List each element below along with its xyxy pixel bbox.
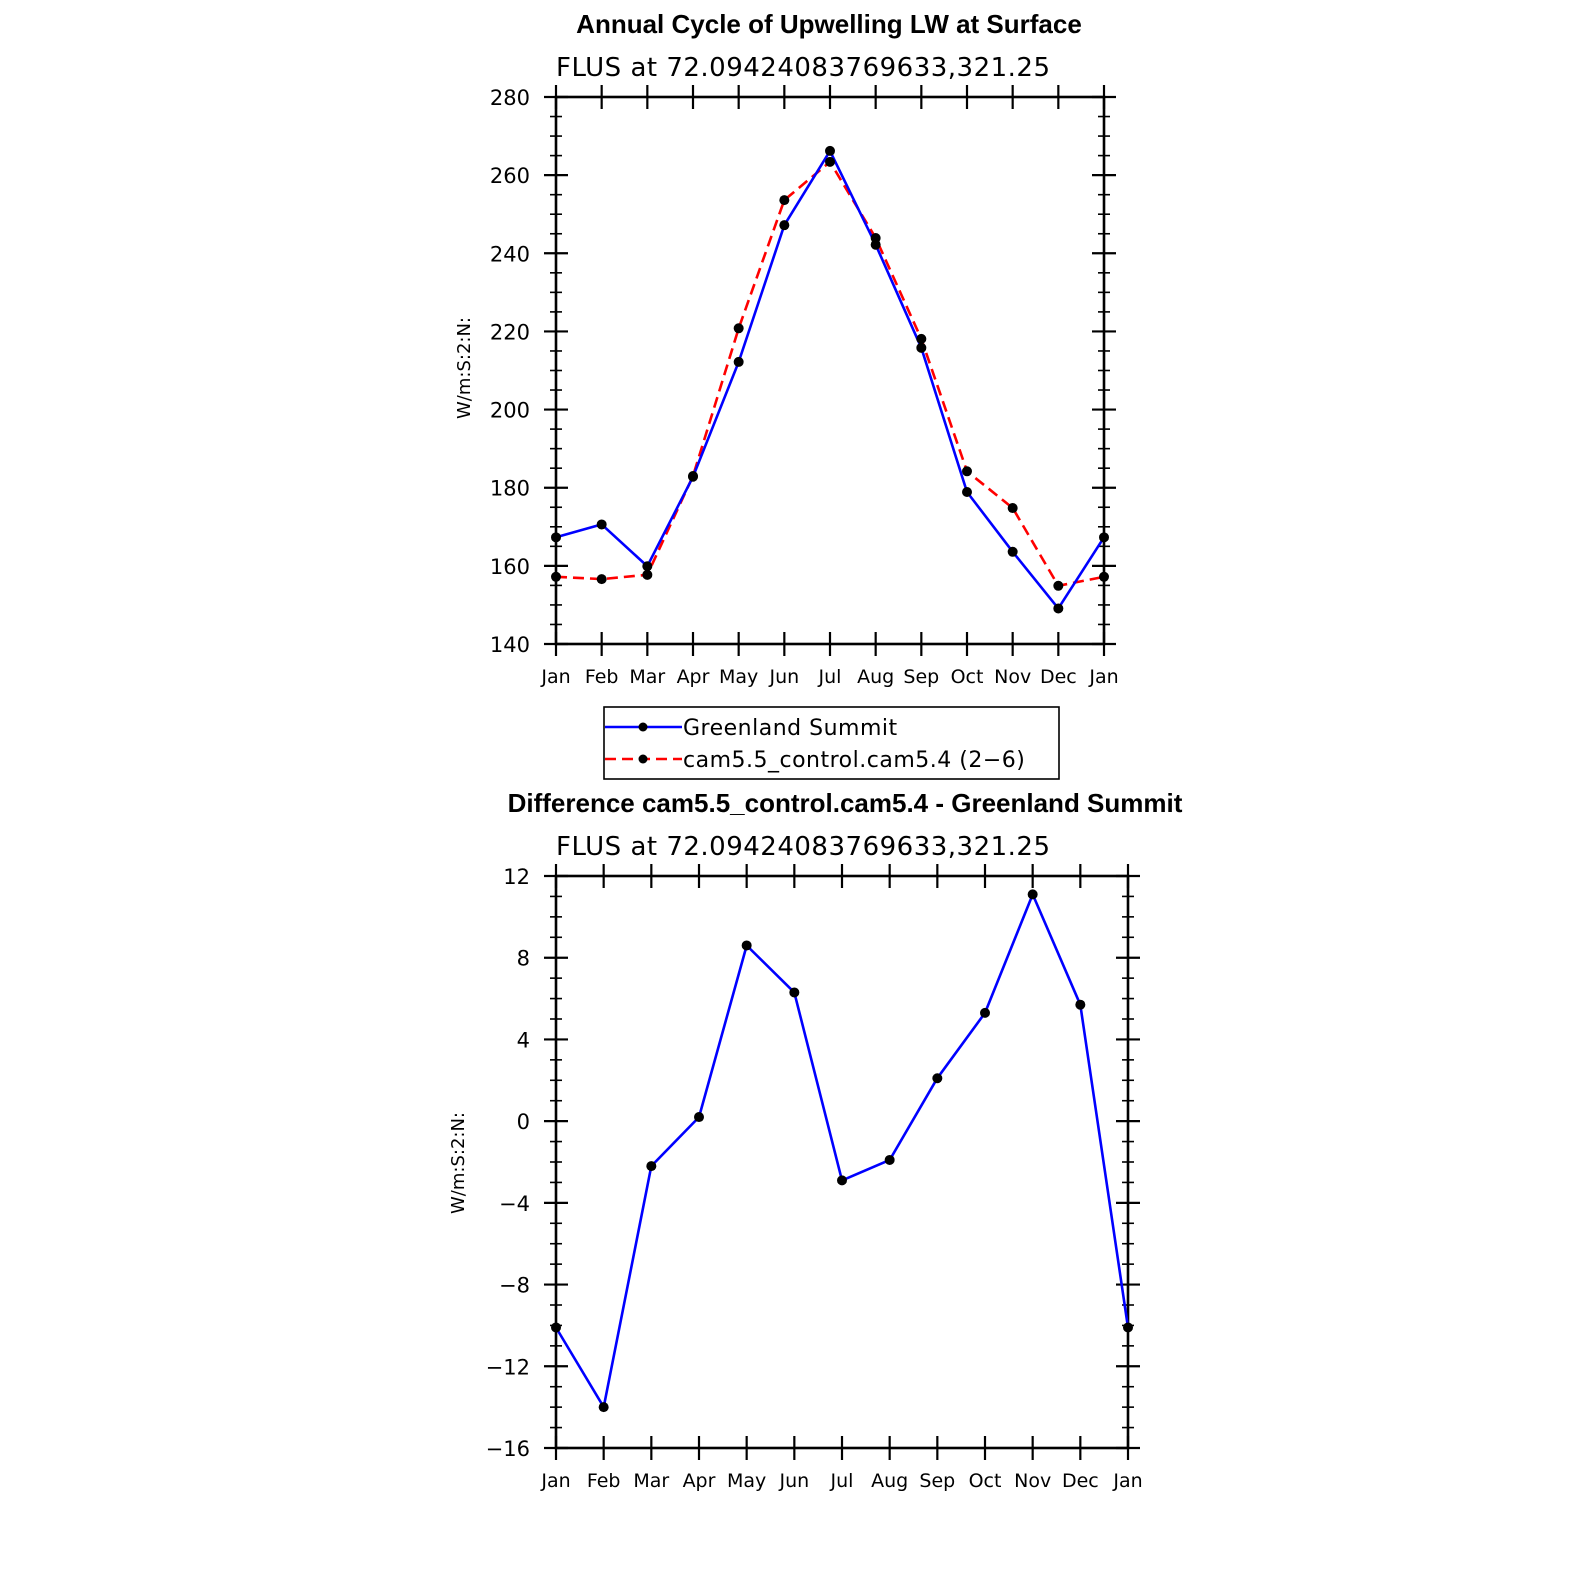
data-point bbox=[916, 343, 926, 353]
data-point bbox=[962, 466, 972, 476]
data-point bbox=[980, 1008, 990, 1018]
data-point bbox=[1008, 547, 1018, 557]
data-point bbox=[885, 1155, 895, 1165]
data-point bbox=[1099, 532, 1109, 542]
y-tick-label: 4 bbox=[516, 1028, 530, 1053]
chart-subtitle: FLUS at 72.09424083769633,321.25 bbox=[556, 53, 1051, 83]
y-tick-label: −12 bbox=[485, 1355, 530, 1380]
upwelling-lw-panel bbox=[454, 9, 1119, 688]
x-tick-label: Mar bbox=[629, 666, 666, 688]
difference-panel bbox=[448, 788, 1183, 1492]
chart-title: Annual Cycle of Upwelling LW at Surface bbox=[576, 9, 1082, 39]
legend-marker-greenland bbox=[639, 723, 648, 732]
data-point bbox=[1028, 889, 1038, 899]
data-point bbox=[742, 940, 752, 950]
data-point bbox=[837, 1175, 847, 1185]
y-tick-label: −8 bbox=[499, 1273, 530, 1298]
y-tick-label: 8 bbox=[516, 946, 530, 971]
data-point bbox=[779, 195, 789, 205]
x-tick-label: Jul bbox=[830, 1470, 854, 1492]
y-tick-label: 12 bbox=[503, 865, 530, 889]
series-line bbox=[556, 151, 1104, 609]
y-axis-label: W/m:S:2:N: bbox=[454, 317, 475, 419]
data-point bbox=[551, 572, 561, 582]
data-point bbox=[932, 1073, 942, 1083]
y-tick-label: 180 bbox=[489, 476, 530, 501]
x-tick-label: Jul bbox=[818, 666, 842, 688]
plot-frame bbox=[556, 876, 1128, 1448]
x-tick-label: Jun bbox=[779, 1470, 810, 1492]
chart-subtitle: FLUS at 72.09424083769633,321.25 bbox=[556, 832, 1051, 862]
data-point bbox=[734, 323, 744, 333]
y-tick-label: 140 bbox=[489, 633, 530, 657]
data-point bbox=[1053, 603, 1063, 613]
x-tick-label: Jan bbox=[541, 666, 571, 688]
data-point bbox=[1099, 572, 1109, 582]
data-point bbox=[694, 1112, 704, 1122]
y-tick-label: 160 bbox=[489, 554, 530, 579]
data-point bbox=[688, 471, 698, 481]
y-tick-label: 220 bbox=[489, 320, 530, 345]
x-tick-label: Oct bbox=[950, 666, 984, 688]
data-point bbox=[734, 357, 744, 367]
y-tick-label: 0 bbox=[516, 1110, 530, 1135]
y-axis-label: W/m:S:2:N: bbox=[448, 1112, 469, 1214]
x-tick-label: Aug bbox=[871, 1470, 909, 1492]
x-tick-label: Oct bbox=[968, 1470, 1002, 1492]
x-tick-label: Apr bbox=[676, 666, 710, 688]
y-tick-label: 280 bbox=[489, 86, 530, 110]
data-point bbox=[551, 1322, 561, 1332]
data-point bbox=[962, 487, 972, 497]
data-point bbox=[825, 157, 835, 167]
data-point bbox=[789, 987, 799, 997]
chart-title: Difference cam5.5_control.cam5.4 - Greenland Summit bbox=[507, 788, 1183, 818]
data-point bbox=[779, 220, 789, 230]
y-tick-label: −4 bbox=[499, 1191, 530, 1216]
x-tick-label: Aug bbox=[857, 666, 895, 688]
series-line bbox=[556, 894, 1128, 1407]
data-point bbox=[871, 233, 881, 243]
data-point bbox=[1053, 581, 1063, 591]
series-line bbox=[556, 162, 1104, 586]
data-point bbox=[597, 574, 607, 584]
x-tick-label: Jan bbox=[1089, 666, 1119, 688]
x-tick-label: Apr bbox=[682, 1470, 716, 1492]
y-tick-label: 240 bbox=[489, 242, 530, 267]
data-point bbox=[551, 532, 561, 542]
data-point bbox=[597, 519, 607, 529]
x-tick-label: Jan bbox=[541, 1470, 571, 1492]
x-tick-label: Jun bbox=[769, 666, 800, 688]
data-point bbox=[916, 334, 926, 344]
x-tick-label: May bbox=[719, 666, 759, 688]
data-point bbox=[642, 570, 652, 580]
x-tick-label: Feb bbox=[584, 666, 619, 688]
legend-label-greenland: Greenland Summit bbox=[683, 716, 898, 741]
x-tick-label: Dec bbox=[1039, 666, 1077, 688]
y-tick-label: 200 bbox=[489, 398, 530, 423]
y-tick-label: 260 bbox=[489, 164, 530, 189]
legend bbox=[604, 707, 1059, 779]
legend-label-cam: cam5.5_control.cam5.4 (2−6) bbox=[683, 748, 1026, 773]
x-tick-label: Sep bbox=[919, 1470, 956, 1492]
data-point bbox=[642, 561, 652, 571]
data-point bbox=[599, 1402, 609, 1412]
data-point bbox=[1075, 1000, 1085, 1010]
x-tick-label: Nov bbox=[994, 666, 1032, 688]
legend-marker-cam bbox=[639, 755, 648, 764]
x-tick-label: Mar bbox=[633, 1470, 670, 1492]
x-tick-label: Sep bbox=[903, 666, 940, 688]
x-tick-label: Nov bbox=[1014, 1470, 1052, 1492]
x-tick-label: Dec bbox=[1061, 1470, 1099, 1492]
x-tick-label: Feb bbox=[586, 1470, 621, 1492]
data-point bbox=[1123, 1322, 1133, 1332]
y-tick-label: −16 bbox=[485, 1437, 530, 1461]
x-tick-label: May bbox=[727, 1470, 767, 1492]
data-point bbox=[825, 146, 835, 156]
data-point bbox=[646, 1161, 656, 1171]
data-point bbox=[1008, 503, 1018, 513]
x-tick-label: Jan bbox=[1113, 1470, 1143, 1492]
